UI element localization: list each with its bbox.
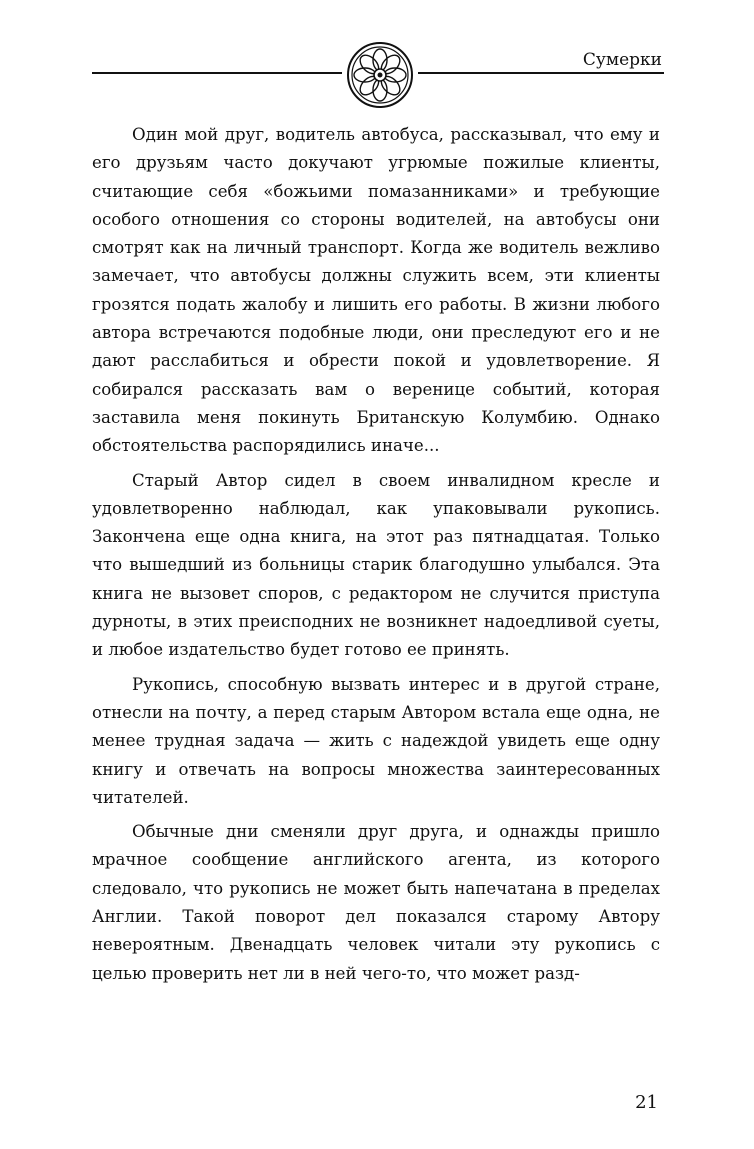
- header-rule-right: [418, 72, 664, 74]
- running-title: Сумерки: [582, 50, 662, 70]
- paragraph: Рукопись, способную вызвать интерес и в другой стране, отнесли на почту, а перед старым Автором встала еще одна, не менее трудная задача — жить с надеждой увидеть еще одну книгу и отвечать на вопросы множества заинтересованных читателей.: [92, 674, 660, 807]
- paragraph: Один мой друг, водитель автобуса, рассказывал, что ему и его друзьям часто докучают угрюмые пожилые клиенты, считающие себя «божьими помазанниками» и требующие особого отношения со стороны водителей, на автобусы они смотрят как на личный транспорт. Когда же водитель вежливо замечает, что автобусы должны служить всем, эти клиенты грозятся подать жалобу и лишить его работы. В жизни любого автора встречаются подобные люди, они преследуют его и не дают расслабиться и обрести покой и удовлетворение. Я собирался рассказать вам о веренице событий, которая заставила меня покинуть Британскую Колумбию. Однако обстоятельства распорядились иначе...: [92, 125, 660, 456]
- rose-window-ornament-icon: [340, 40, 420, 110]
- paragraph: Старый Автор сидел в своем инвалидном кресле и удовлетворенно наблюдал, как упаковывали рукопись. Закончена еще одна книга, на этот раз пятнадцатая. Только что вышедший из больницы старик благодушно улыбался. Эта книга не вызовет споров, с редактором не случится приступа дурноты, в этих преисподних не возникнет надоедливой суеты, и любое издательство будет готово ее принять.: [92, 470, 660, 660]
- page-number: 21: [635, 1092, 658, 1113]
- paragraph: Обычные дни сменяли друг друга, и однажды пришло мрачное сообщение английского агента, из которого следовало, что рукопись не может быть напечатана в пределах Англии. Такой поворот дел показался старому Автору невероятным. Двенадцать человек читали эту рукопись с целью проверить нет ли в ней чего-то, что может разд-: [92, 822, 660, 983]
- header-rule-left: [92, 72, 342, 74]
- body-text: [92, 121, 660, 994]
